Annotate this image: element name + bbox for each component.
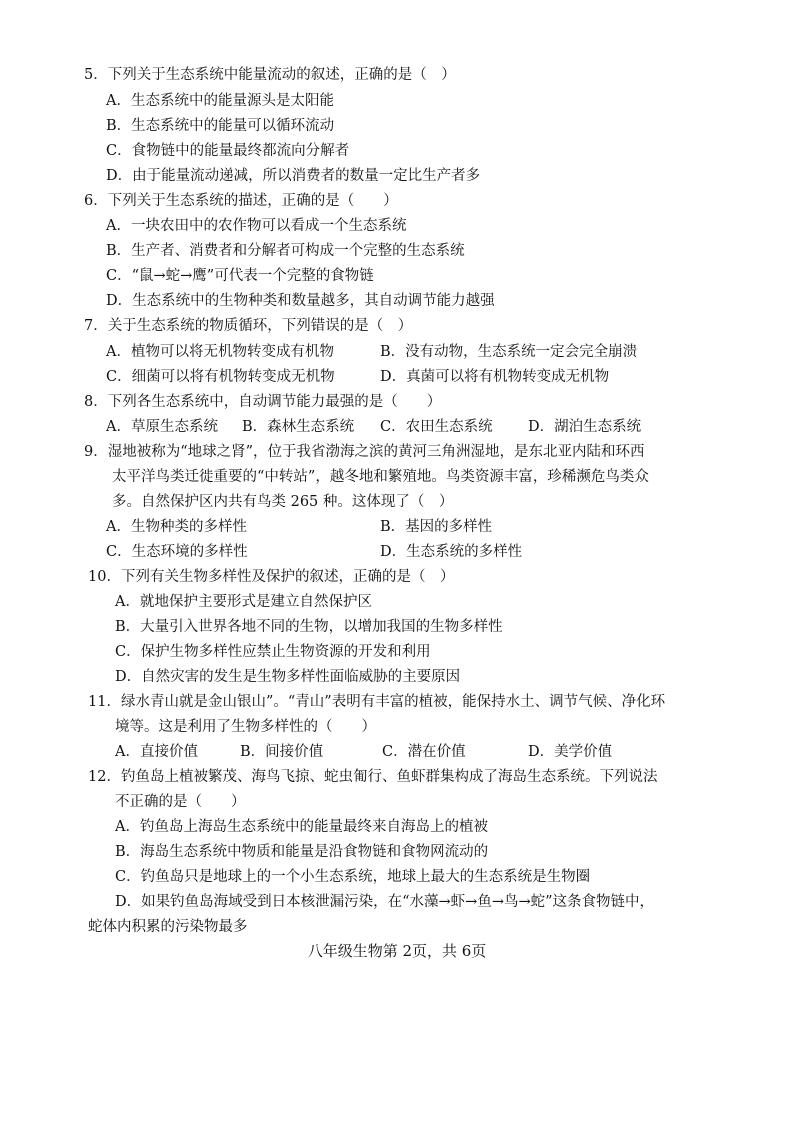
q5-option-a: A．生态系统中的能量源头是太阳能: [106, 93, 334, 109]
q6-stem: 6．下列关于生态系统的描述，正确的是（ ）: [84, 193, 398, 209]
q6-option-d: D．生态系统中的生物种类和数量越多，其自动调节能力越强: [106, 293, 495, 309]
q11-option-a: A．直接价值: [115, 744, 198, 760]
q12-option-c: C．钓鱼岛只是地球上的一个小生态系统，地球上最大的生态系统是生物圈: [115, 869, 591, 885]
q11-option-d: D．美学价值: [528, 744, 613, 760]
q8-stem: 8．下列各生态系统中，自动调节能力最强的是（ ）: [84, 394, 442, 410]
q11-stem-line-1: 11．绿水青山就是金山银山”。“青山”表明有丰富的植被，能保持水土、调节气候、净化环: [88, 694, 666, 710]
q12-option-d-line-2: 蛇体内积累的污染物最多: [88, 919, 248, 935]
q9-option-c: C．生态环境的多样性: [106, 544, 248, 560]
q10-option-c: C．保护生物多样性应禁止生物资源的开发和利用: [115, 644, 431, 660]
q12-option-d-line-1: D．如果钓鱼岛海域受到日本核泄漏污染，在“水藻→虾→鱼→鸟→蛇”这条食物链中，: [115, 894, 655, 910]
q6-option-b: B．生产者、消费者和分解者可构成一个完整的生态系统: [106, 243, 465, 259]
q12-option-b: B．海岛生态系统中物质和能量是沿食物链和食物网流动的: [115, 844, 489, 860]
q7-option-a: A．植物可以将无机物转变成有机物: [106, 344, 334, 360]
q9-option-d: D．生态系统的多样性: [380, 544, 523, 560]
q5-option-c: C．食物链中的能量最终都流向分解者: [106, 143, 350, 159]
q7-stem: 7．关于生态系统的物质循环，下列错误的是（ ）: [84, 318, 413, 334]
q9-stem-line-2: 太平洋鸟类迁徙重要的“中转站”，越冬地和繁殖地。鸟类资源丰富，珍稀濒危鸟类众: [112, 469, 649, 485]
q11-stem-line-2: 境等。这是利用了生物多样性的（ ）: [115, 719, 376, 735]
q12-stem-line-1: 12．钓鱼岛上植被繁茂、海鸟飞掠、蛇虫匍行、鱼虾群集构成了海岛生态系统。下列说法: [88, 769, 658, 785]
q8-option-c: C．农田生态系统: [380, 419, 493, 435]
q11-option-c: C．潜在价值: [382, 744, 466, 760]
q12-stem-line-2: 不正确的是（ ）: [115, 794, 246, 810]
q5-stem: 5．下列关于生态系统中能量流动的叙述，正确的是（ ）: [84, 67, 456, 83]
q8-option-a: A．草原生态系统: [106, 419, 218, 435]
q9-stem-line-1: 9．湿地被称为“地球之肾”，位于我省渤海之滨的黄河三角洲湿地，是东北亚内陆和环西: [84, 444, 645, 460]
page-footer: 八年级生物第 2页，共 6页: [307, 942, 487, 960]
q8-option-d: D．湖泊生态系统: [528, 419, 642, 435]
q6-option-c: C．“鼠→蛇→鹰”可代表一个完整的食物链: [106, 268, 374, 284]
q9-option-b: B．基因的多样性: [380, 519, 493, 535]
q11-option-b: B．间接价值: [240, 744, 324, 760]
q5-option-d: D．由于能量流动递减，所以消费者的数量一定比生产者多: [106, 168, 481, 184]
q7-option-c: C．细菌可以将有机物转变成无机物: [106, 369, 335, 385]
q10-option-a: A．就地保护主要形式是建立自然保护区: [115, 594, 372, 610]
q12-option-a: A．钓鱼岛上海岛生态系统中的能量最终来自海岛上的植被: [115, 819, 488, 835]
q9-option-a: A．生物种类的多样性: [106, 519, 247, 535]
q10-option-b: B．大量引入世界各地不同的生物，以增加我国的生物多样性: [115, 619, 503, 635]
q10-option-d: D．自然灾害的发生是生物多样性面临威胁的主要原因: [115, 669, 461, 685]
q6-option-a: A．一块农田中的农作物可以看成一个生态系统: [106, 218, 407, 234]
q10-stem: 10．下列有关生物多样性及保护的叙述，正确的是（ ）: [88, 569, 455, 585]
q8-option-b: B．森林生态系统: [242, 419, 355, 435]
q7-option-b: B．没有动物，生态系统一定会完全崩溃: [380, 344, 638, 360]
q9-stem-line-3: 多。自然保护区内共有鸟类 265 种。这体现了（ ）: [112, 494, 454, 510]
q5-option-b: B．生态系统中的能量可以循环流动: [106, 118, 335, 134]
q7-option-d: D．真菌可以将有机物转变成无机物: [380, 369, 610, 385]
